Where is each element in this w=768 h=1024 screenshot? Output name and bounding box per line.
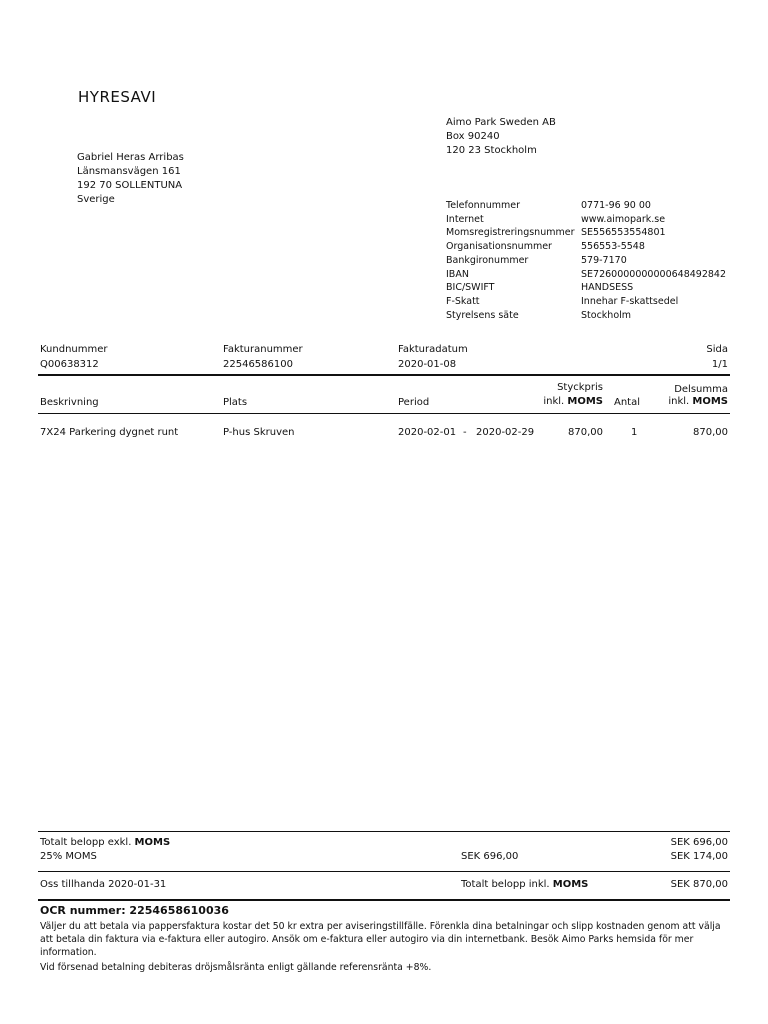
total-excl-vat: SEK 696,00 <box>670 837 728 848</box>
total-incl-vat-label: Totalt belopp inkl. MOMS <box>461 879 589 890</box>
sender-info-value: Stockholm <box>581 309 632 321</box>
sender-box: Box 90240 <box>446 131 500 142</box>
vat-label: 25% MOMS <box>40 851 97 862</box>
invoice-date: 2020-01-08 <box>398 359 457 370</box>
row-subtotal: 870,00 <box>693 427 728 438</box>
sender-info-label: Telefonnummer <box>446 200 520 211</box>
sender-info-value: www.aimopark.se <box>581 213 666 225</box>
col-unit-price-bottom: inkl. MOMS <box>543 396 603 407</box>
sender-info-value: 0771-96 90 00 <box>581 200 651 211</box>
col-description: Beskrivning <box>40 397 99 408</box>
customer-number: Q00638312 <box>40 359 99 370</box>
col-place: Plats <box>223 397 248 408</box>
sender-info-label: Momsregistreringsnummer <box>446 227 575 239</box>
recipient-city: 192 70 SOLLENTUNA <box>77 180 183 191</box>
footer-line: Vid försenad betalning debiteras dröjsmålsränta enligt gällande referensränta +8%. <box>40 962 432 973</box>
sender-info-label: F-Skatt <box>446 295 480 307</box>
recipient-address <box>77 151 184 207</box>
sender-info-label: Organisationsnummer <box>446 241 552 253</box>
row-quantity: 1 <box>631 427 638 438</box>
sender-info-label: Internet <box>446 213 484 225</box>
sender-address <box>446 116 556 158</box>
sender-info-label: Styrelsens säte <box>446 309 519 321</box>
row-unit-price: 870,00 <box>568 427 603 438</box>
col-subtotal-top: Delsumma <box>674 384 728 395</box>
sender-info-value: Innehar F-skattsedel <box>581 295 679 307</box>
row-place: P-hus Skruven <box>223 427 295 438</box>
page-label: Sida <box>706 344 728 355</box>
footer-line: Väljer du att betala via pappersfaktura kostar det 50 kr extra per aviseringstillfälle. Förenkla dina betalningar och slipp kostnaden genom att välja <box>40 921 721 932</box>
sender-info-label: Bankgironummer <box>446 254 529 266</box>
customer-number-label: Kundnummer <box>40 344 108 355</box>
sender-info-value: SE556553554801 <box>581 227 666 239</box>
col-period: Period <box>398 397 430 408</box>
sender-info-value: 579-7170 <box>581 254 627 266</box>
col-quantity: Antal <box>614 397 641 408</box>
row-description: 7X24 Parkering dygnet runt <box>40 427 179 438</box>
ocr-number: OCR nummer: 2254658610036 <box>40 904 229 917</box>
due-date: Oss tillhanda 2020-01-31 <box>40 879 167 890</box>
sender-info-label: BIC/SWIFT <box>446 282 495 294</box>
document-title: HYRESAVI <box>78 88 157 106</box>
row-period-start: 2020-02-01 <box>398 427 457 438</box>
page-number: 1/1 <box>711 359 728 370</box>
sender-city: 120 23 Stockholm <box>446 145 537 156</box>
meta-divider <box>38 374 730 376</box>
footer-line: information. <box>40 947 97 958</box>
total-incl-vat: SEK 870,00 <box>670 879 728 890</box>
totals-divider <box>38 831 730 832</box>
totals-inner-divider <box>38 871 730 872</box>
footer-line: att betala din faktura via e-faktura eller autogiro. Ansök om e-faktura eller autogiro via din internetbank. Besök Aimo Parks hemsida för mer <box>40 934 694 945</box>
sender-info-value: 556553-5548 <box>581 241 645 253</box>
sender-info-value: SE7260000000000648492842 <box>581 268 727 280</box>
col-unit-price-top: Styckpris <box>557 382 603 393</box>
total-excl-vat-label: Totalt belopp exkl. MOMS <box>40 837 171 848</box>
footer-divider <box>38 899 730 901</box>
col-subtotal-bottom: inkl. MOMS <box>668 396 728 407</box>
table-header-divider <box>38 413 730 414</box>
invoice-number-label: Fakturanummer <box>223 344 303 355</box>
sender-info-label: IBAN <box>446 268 469 280</box>
recipient-country: Sverige <box>77 194 115 205</box>
sender-info-value: HANDSESS <box>581 282 634 294</box>
sender-company: Aimo Park Sweden AB <box>446 117 556 128</box>
row-period-separator: - <box>463 427 467 438</box>
row-period-end: 2020-02-29 <box>476 427 535 438</box>
recipient-name: Gabriel Heras Arribas <box>77 152 184 163</box>
invoice-date-label: Fakturadatum <box>398 344 468 355</box>
invoice-number: 22546586100 <box>223 359 293 370</box>
vat-base: SEK 696,00 <box>461 851 519 862</box>
vat-amount: SEK 174,00 <box>670 851 728 862</box>
recipient-street: Länsmansvägen 161 <box>77 166 181 177</box>
footer-text <box>40 920 721 974</box>
